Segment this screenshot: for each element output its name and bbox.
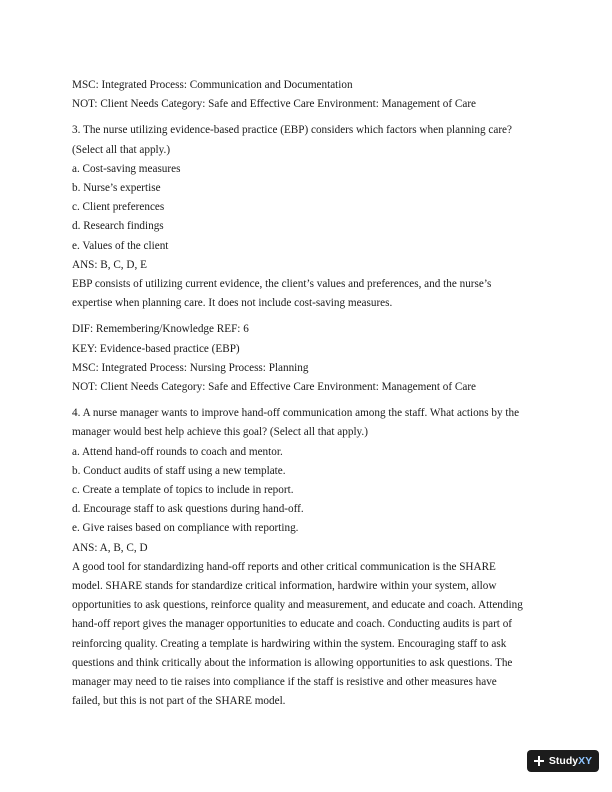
option-c: c. Create a template of topics to include in report. [72,484,294,497]
rationale-line: reinforcing quality. Creating a template is hardwiring within the system. Encouraging staff to ask [72,637,507,650]
key-line: KEY: Evidence-based practice (EBP) [72,342,240,355]
option-a: a. Cost-saving measures [72,162,181,175]
option-d: d. Encourage staff to ask questions during hand-off. [72,503,304,516]
rationale-line: questions and think critically about the information is allowing opportunities to ask questions. The [72,656,513,669]
option-e: e. Values of the client [72,239,169,252]
answer-line: ANS: B, C, D, E [72,258,147,271]
option-e: e. Give raises based on compliance with reporting. [72,522,299,535]
question-3-stem-cont: (Select all that apply.) [72,143,171,156]
answer-line: ANS: A, B, C, D [72,541,148,554]
rationale-line: EBP consists of utilizing current evidence, the client’s values and preferences, and the nurse’s [72,278,492,291]
not-line: NOT: Client Needs Category: Safe and Effective Care Environment: Management of Care [72,381,477,394]
document-page [72,76,542,712]
option-a: a. Attend hand-off rounds to coach and mentor. [72,445,283,458]
rationale-line: failed, but this is not part of the SHARE model. [72,695,286,708]
rationale-line: expertise when planning care. It does not include cost-saving measures. [72,297,393,310]
question-3-stem: 3. The nurse utilizing evidence-based practice (EBP) considers which factors when planning care? [72,124,512,137]
studyxy-badge[interactable] [527,750,599,772]
msc-line: MSC: Integrated Process: Communication and Documentation [72,79,353,91]
question-4-stem: 4. A nurse manager wants to improve hand-off communication among the staff. What actions by the [72,407,520,420]
dif-line: DIF: Remembering/Knowledge REF: 6 [72,323,249,336]
option-d: d. Research findings [72,220,164,233]
rationale-line: opportunities to ask questions, reinforce quality and measurement, and educate and coach. Attending [72,599,523,612]
rationale-line: A good tool for standardizing hand-off reports and other critical communication is the SHARE [72,560,496,573]
not-line: NOT: Client Needs Category: Safe and Effective Care Environment: Management of Care [72,98,477,111]
option-b: b. Nurse’s expertise [72,182,161,195]
option-b: b. Conduct audits of staff using a new template. [72,464,286,477]
option-c: c. Client preferences [72,201,165,214]
rationale-line: hand-off report gives the manager opportunities to educate and coach. Conducting audits is part of [72,618,513,631]
msc-line: MSC: Integrated Process: Nursing Process: Planning [72,361,309,374]
plus-icon [534,756,544,766]
brand-name: StudyXY [548,755,593,767]
rationale-line: model. SHARE stands for standardize critical information, hardwire within your system, allow [72,580,497,593]
question-4-stem-cont: manager would best help achieve this goal? (Select all that apply.) [72,426,368,439]
rationale-line: manager may need to tie raises into compliance if the staff is resistive and other measures have [72,676,497,689]
